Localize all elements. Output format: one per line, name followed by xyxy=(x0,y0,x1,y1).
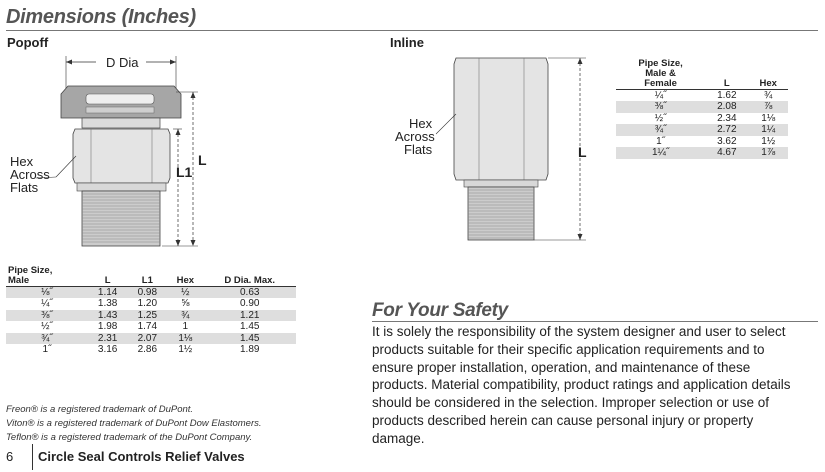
table-row: ⅛˝ 1.14 0.98 ½ 0.63 xyxy=(6,286,296,298)
d-dia-label: D Dia xyxy=(106,55,139,70)
table-row: 1˝ 3.62 1½ xyxy=(656,135,776,147)
table-row: 1¼˝ 4.67 1⅞ xyxy=(616,147,788,159)
cap-slot xyxy=(86,94,154,104)
page-number: 6 xyxy=(6,449,14,464)
inline-l-label: L xyxy=(578,144,587,160)
inline-hex-body xyxy=(454,58,548,180)
page-title: Dimensions (Inches) xyxy=(6,6,196,28)
popoff-hex-body xyxy=(73,129,170,183)
footnote-viton: Viton® is a registered trademark of DuPont Dow Elastomers. xyxy=(6,418,262,429)
popoff-hex-label-1: Hex xyxy=(10,154,34,169)
inline-hex-label-3: Flats xyxy=(404,142,433,157)
table-row: ½˝ 2.34 1⅛ xyxy=(654,112,776,124)
safety-paragraph: It is solely the responsibility of the system designer and user to select products suitable for their specific application requirements and to ensure proper installation, operation, and maintenance of these products. Material compatibility, product ratings and application details should be considered in the selection. Improper selection or use of products described herein can cause personal injury or property damage. xyxy=(372,324,791,446)
table-row: ¾˝ 2.72 1¼ xyxy=(616,124,788,136)
footnote-freon: Freon® is a registered trademark of DuPont. xyxy=(6,404,194,415)
footnote-teflon: Teflon® is a registered trademark of the DuPont Company. xyxy=(6,432,253,443)
header-l: L xyxy=(88,258,128,286)
header-hex: Hex xyxy=(748,55,788,89)
table-row: ¾˝ 2.31 2.07 1⅛ 1.45 xyxy=(6,333,296,345)
table-row: ½˝ 1.98 1.74 1 1.45 xyxy=(41,321,260,332)
header-d-dia: D Dia. Max. xyxy=(203,258,296,286)
table-row: ¼˝ 1.62 ¾ xyxy=(654,89,773,101)
popoff-dimension-table xyxy=(6,258,296,356)
inline-hex-label-2: Across xyxy=(395,129,435,144)
table-row: ¼˝ 1.38 1.20 ⅝ 0.90 xyxy=(41,298,260,309)
safety-divider xyxy=(372,321,818,322)
l1-label: L1 xyxy=(176,164,193,180)
popoff-valve-drawing xyxy=(0,40,230,255)
l-label: L xyxy=(198,152,207,168)
header-pipe-size: Pipe Size, Male & Female xyxy=(616,55,705,89)
popoff-thread xyxy=(82,191,160,246)
table-row: ⅜˝ 1.43 1.25 ¾ 1.21 xyxy=(6,310,296,322)
safety-heading: For Your Safety xyxy=(372,300,508,321)
inline-dimension-table xyxy=(616,55,788,159)
header-l1: L1 xyxy=(127,258,167,286)
popoff-hex-label-3: Flats xyxy=(10,180,39,195)
header-pipe-size: Pipe Size, Male xyxy=(6,258,88,286)
inline-hex-label-1: Hex xyxy=(409,116,433,131)
table-row: 1˝ 3.16 2.86 1½ 1.89 xyxy=(42,344,260,355)
popoff-hex-label-2: Across xyxy=(10,167,50,182)
header-l: L xyxy=(705,55,748,89)
header-hex: Hex xyxy=(167,258,203,286)
footer-title: Circle Seal Controls Relief Valves xyxy=(38,449,245,464)
popoff-heading: Popoff xyxy=(7,35,49,50)
inline-valve-drawing xyxy=(430,50,600,250)
inline-heading: Inline xyxy=(390,35,424,50)
table-row: ⅜˝ 2.08 ⅞ xyxy=(616,101,788,113)
title-divider xyxy=(6,30,818,31)
footer-divider xyxy=(32,444,33,470)
